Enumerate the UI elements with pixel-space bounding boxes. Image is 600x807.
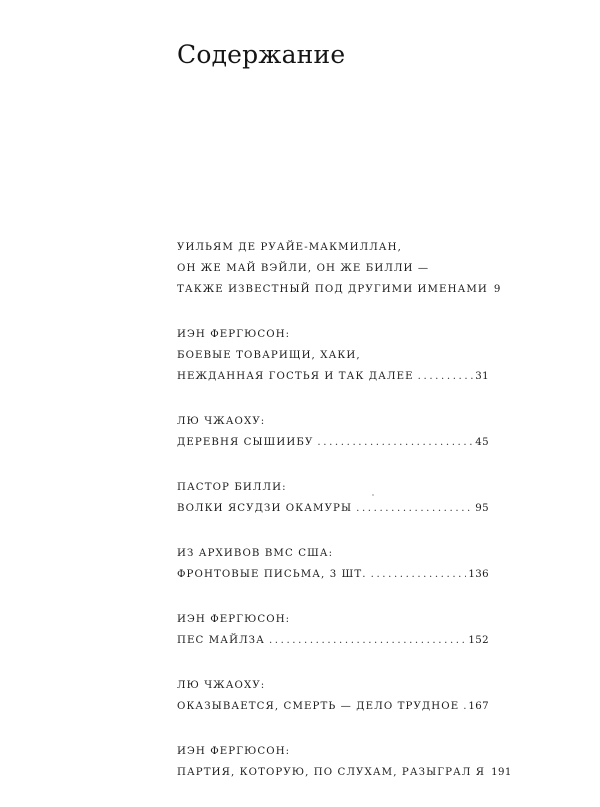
toc-entry-page: 152 bbox=[468, 635, 489, 646]
toc-entry-title-line bbox=[177, 630, 489, 651]
toc-entry-title-line bbox=[177, 564, 489, 585]
toc-entry-page: 167 bbox=[468, 701, 489, 712]
toc-entry bbox=[177, 609, 489, 651]
toc-entry-page: 45 bbox=[475, 437, 489, 448]
dot-leader bbox=[356, 498, 473, 519]
toc-entry-page: 95 bbox=[475, 503, 489, 514]
table-of-contents bbox=[177, 237, 512, 807]
toc-entry-title: ОКАЗЫВАЕТСЯ, СМЕРТЬ — ДЕЛО ТРУДНОЕ bbox=[177, 701, 460, 712]
toc-entry-title-line: БОЕВЫЕ ТОВАРИЩИ, ХАКИ, bbox=[177, 350, 361, 361]
toc-entry bbox=[177, 324, 489, 387]
toc-entry bbox=[177, 237, 501, 300]
scan-speck bbox=[372, 494, 374, 496]
toc-entry-author: ЛЮ ЧЖАОХУ: bbox=[177, 680, 266, 691]
toc-entry-title-line bbox=[177, 762, 512, 783]
toc-entry bbox=[177, 741, 512, 783]
toc-entry-author: ИЭН ФЕРГЮСОН: bbox=[177, 329, 291, 340]
toc-entry-title: ПЕС МАЙЛЗА bbox=[177, 635, 265, 646]
toc-entry-author: УИЛЬЯМ ДЕ РУАЙЕ-МАКМИЛЛАН, bbox=[177, 242, 402, 253]
toc-entry-author: ИЭН ФЕРГЮСОН: bbox=[177, 746, 291, 757]
toc-entry-title: НЕЖДАННАЯ ГОСТЬЯ И ТАК ДАЛЕЕ bbox=[177, 371, 414, 382]
dot-leader bbox=[371, 564, 467, 585]
toc-entry-title: ДЕРЕВНЯ СЫШИИБУ bbox=[177, 437, 314, 448]
toc-entry-page: 9 bbox=[493, 284, 501, 295]
toc-entry-title: ВОЛКИ ЯСУДЗИ ОКАМУРЫ bbox=[177, 503, 353, 514]
toc-entry bbox=[177, 411, 489, 453]
toc-entry bbox=[177, 543, 489, 585]
toc-entry-title: ТАКЖЕ ИЗВЕСТНЫЙ ПОД ДРУГИМИ ИМЕНАМИ bbox=[177, 284, 488, 295]
toc-entry-author: ЛЮ ЧЖАОХУ: bbox=[177, 416, 266, 427]
toc-entry-title-line bbox=[177, 696, 489, 717]
toc-entry-title-line: ОН ЖЕ МАЙ ВЭЙЛИ, ОН ЖЕ БИЛЛИ — bbox=[177, 263, 430, 274]
toc-entry bbox=[177, 477, 489, 519]
toc-entry-title: ПАРТИЯ, КОТОРУЮ, ПО СЛУХАМ, РАЗЫГРАЛ Я bbox=[177, 767, 486, 778]
toc-entry-title-line bbox=[177, 279, 501, 300]
toc-entry-title-line bbox=[177, 498, 489, 519]
toc-entry-title-line bbox=[177, 432, 489, 453]
toc-entry-author: ПАСТОР БИЛЛИ: bbox=[177, 482, 287, 493]
toc-entry-title: ФРОНТОВЫЕ ПИСЬМА, 3 ШТ. bbox=[177, 569, 367, 580]
toc-entry-author: ИЭН ФЕРГЮСОН: bbox=[177, 614, 291, 625]
toc-entry bbox=[177, 675, 489, 717]
toc-entry-page: 31 bbox=[475, 371, 489, 382]
toc-entry-title-line bbox=[177, 366, 489, 387]
toc-entry-author: ИЗ АРХИВОВ ВМС США: bbox=[177, 548, 334, 559]
toc-entry-page: 191 bbox=[491, 767, 512, 778]
dot-leader bbox=[269, 630, 466, 651]
dot-leader bbox=[317, 432, 473, 453]
dot-leader bbox=[418, 366, 474, 387]
dot-leader bbox=[463, 696, 466, 717]
toc-entry-page: 136 bbox=[468, 569, 489, 580]
page-title: Содержание bbox=[177, 40, 346, 69]
